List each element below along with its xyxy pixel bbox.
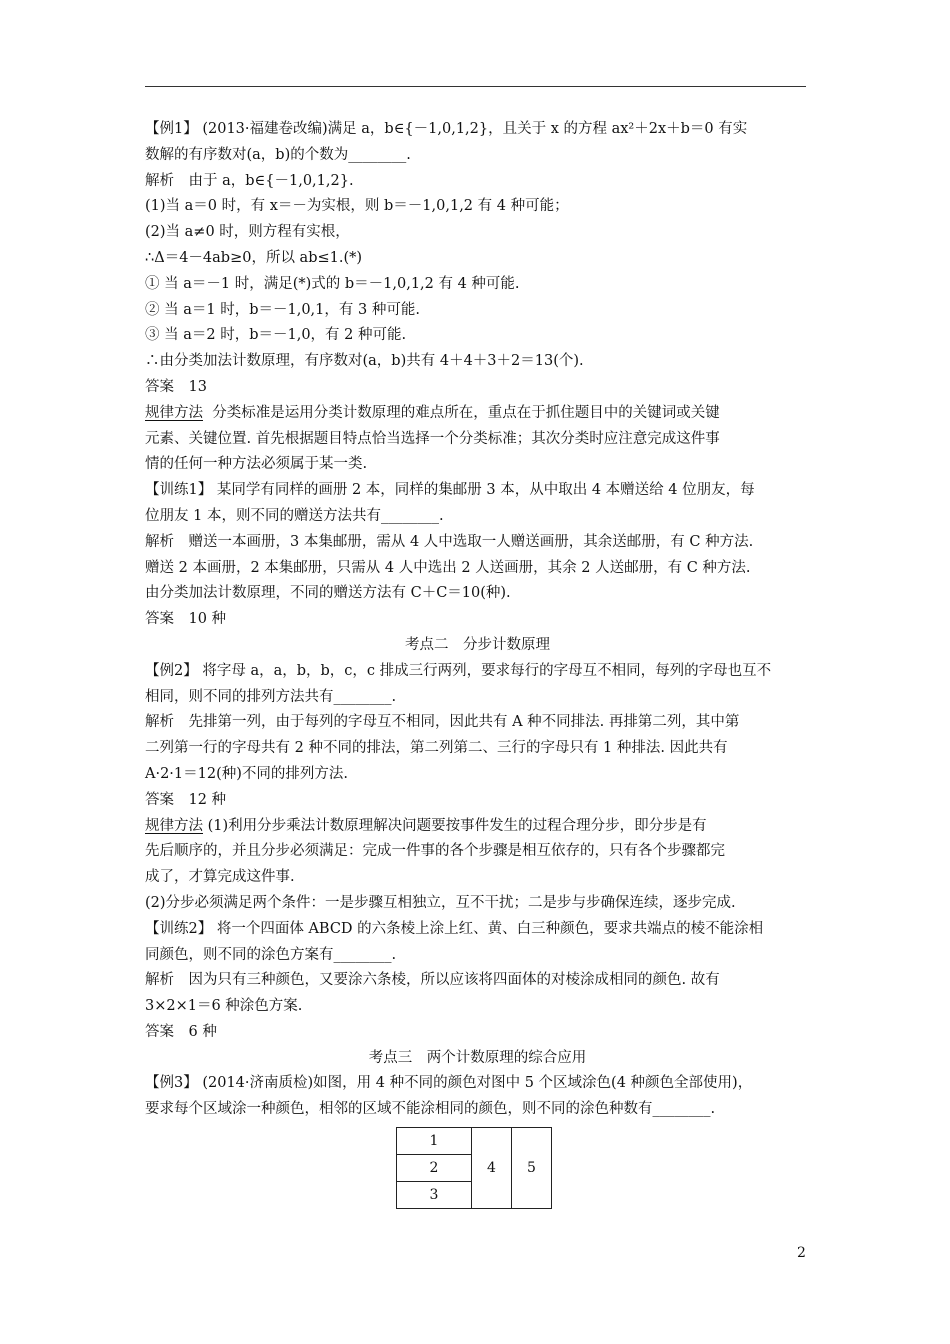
text-line: 元素、关键位置. 首先根据题目特点恰当选择一个分类标准；其次分类时应注意完成这件事 <box>145 430 720 447</box>
answer-line: 答案 13 <box>145 378 207 395</box>
text-line: 【训练2】 将一个四面体 ABCD 的六条棱上涂上红、黄、白三种颜色，要求共端点的棱不能涂相 <box>145 920 764 937</box>
method-label: 规律方法 <box>145 404 203 421</box>
text-line: ∴Δ＝4－4ab≥0，所以 ab≤1.(*) <box>145 249 363 266</box>
method-line: 规律方法 (1)利用分步乘法计数原理解决问题要按事件发生的过程合理分步，即分步是有 <box>145 817 707 834</box>
text-line: ③ 当 a＝2 时，b＝－1,0，有 2 种可能. <box>145 327 407 344</box>
text-line: 由分类加法计数原理，不同的赠送方法有 C＋C＝10(种). <box>145 585 511 602</box>
method-label: 规律方法 <box>145 817 203 834</box>
text-line: ① 当 a＝－1 时，满足(*)式的 b＝－1,0,1,2 有 4 种可能. <box>145 275 520 292</box>
text-line: 位朋友 1 本，则不同的赠送方法共有________. <box>145 507 444 524</box>
text-line: 【例3】 (2014·济南质检)如图，用 4 种不同的颜色对图中 5 个区域涂色(4 种颜色全部使用)， <box>145 1075 753 1092</box>
text-line: 二列第一行的字母共有 2 种不同的排法，第二列第二、三行的字母只有 1 种排法. 因此共有 <box>145 740 728 757</box>
region-cell: 5 <box>511 1128 551 1209</box>
text-line: (1)当 a＝0 时，有 x＝－为实根，则 b＝－1,0,1,2 有 4 种可能； <box>145 198 569 215</box>
text-line: 数解的有序数对(a，b)的个数为________. <box>145 146 411 163</box>
text-line: 要求每个区域涂一种颜色，相邻的区域不能涂相同的颜色，则不同的涂色种数有________. <box>145 1101 716 1118</box>
text-line: A·2·1＝12(种)不同的排列方法. <box>145 765 349 782</box>
text-line: 解析 先排第一列，由于每列的字母互不相同，因此共有 A 种不同排法. 再排第二列，其中第 <box>145 714 740 731</box>
text-line: (2)当 a≠0 时，则方程有实根， <box>145 224 350 241</box>
text-line: 解析 因为只有三种颜色，又要涂六条棱，所以应该将四面体的对棱涂成相同的颜色. 故有 <box>145 972 720 989</box>
text-line: 3×2×1＝6 种涂色方案. <box>145 998 303 1015</box>
text-line: 【例1】 (2013·福建卷改编)满足 a，b∈{－1,0,1,2}，且关于 x 的方程 ax²＋2x＋b＝0 有实 <box>145 121 748 137</box>
answer-line: 答案 12 种 <box>145 791 227 808</box>
text-line: 成了，才算完成这件事. <box>145 869 295 886</box>
document-body <box>145 117 810 1123</box>
text-line: 赠送 2 本画册，2 本集邮册，只需从 4 人中选出 2 人送画册，其余 2 人送邮册，有 C 种方法. <box>145 559 751 576</box>
region-cell: 2 <box>397 1155 472 1182</box>
answer-line: 答案 10 种 <box>145 611 227 628</box>
text-line: 相同，则不同的排列方法共有________. <box>145 688 397 705</box>
text-line: 解析 赠送一本画册，3 本集邮册，需从 4 人中选取一人赠送画册，其余送邮册，有 C 种方法. <box>145 533 754 550</box>
region-cell: 1 <box>397 1128 472 1155</box>
text-line: (2)分步必须满足两个条件：一是步骤互相独立，互不干扰；二是步与步确保连续，逐步完成. <box>145 894 736 911</box>
text-line: ∴由分类加法计数原理，有序数对(a，b)共有 4＋4＋3＋2＝13(个). <box>145 353 584 370</box>
region-cell: 4 <box>471 1128 511 1209</box>
text-line: 【例2】 将字母 a，a，b，b，c，c 排成三行两列，要求每行的字母互不相同，每列的字母也互不 <box>145 662 772 679</box>
page-number: 2 <box>797 1245 806 1261</box>
region-figure <box>396 1127 552 1209</box>
text-line: 同颜色，则不同的涂色方案有________. <box>145 946 397 963</box>
text-line: 情的任何一种方法必须属于某一类. <box>145 456 368 473</box>
region-cell: 3 <box>397 1182 472 1209</box>
header-rule <box>145 86 806 87</box>
text-line: 【训练1】 某同学有同样的画册 2 本，同样的集邮册 3 本，从中取出 4 本赠送给 4 位朋友，每 <box>145 482 755 499</box>
answer-line: 答案 6 种 <box>145 1023 217 1040</box>
section-heading: 考点三 两个计数原理的综合应用 <box>368 1049 587 1066</box>
region-grid <box>396 1127 552 1209</box>
method-line: 规律方法 分类标准是运用分类计数原理的难点所在，重点在于抓住题目中的关键词或关键 <box>145 404 720 421</box>
section-heading: 考点二 分步计数原理 <box>405 636 550 653</box>
text-line: ② 当 a＝1 时，b＝－1,0,1，有 3 种可能. <box>145 301 420 318</box>
text-line: 解析 由于 a，b∈{－1,0,1,2}. <box>145 172 354 189</box>
text-line: 先后顺序的，并且分步必须满足：完成一件事的各个步骤是相互依存的，只有各个步骤都完 <box>145 843 725 860</box>
